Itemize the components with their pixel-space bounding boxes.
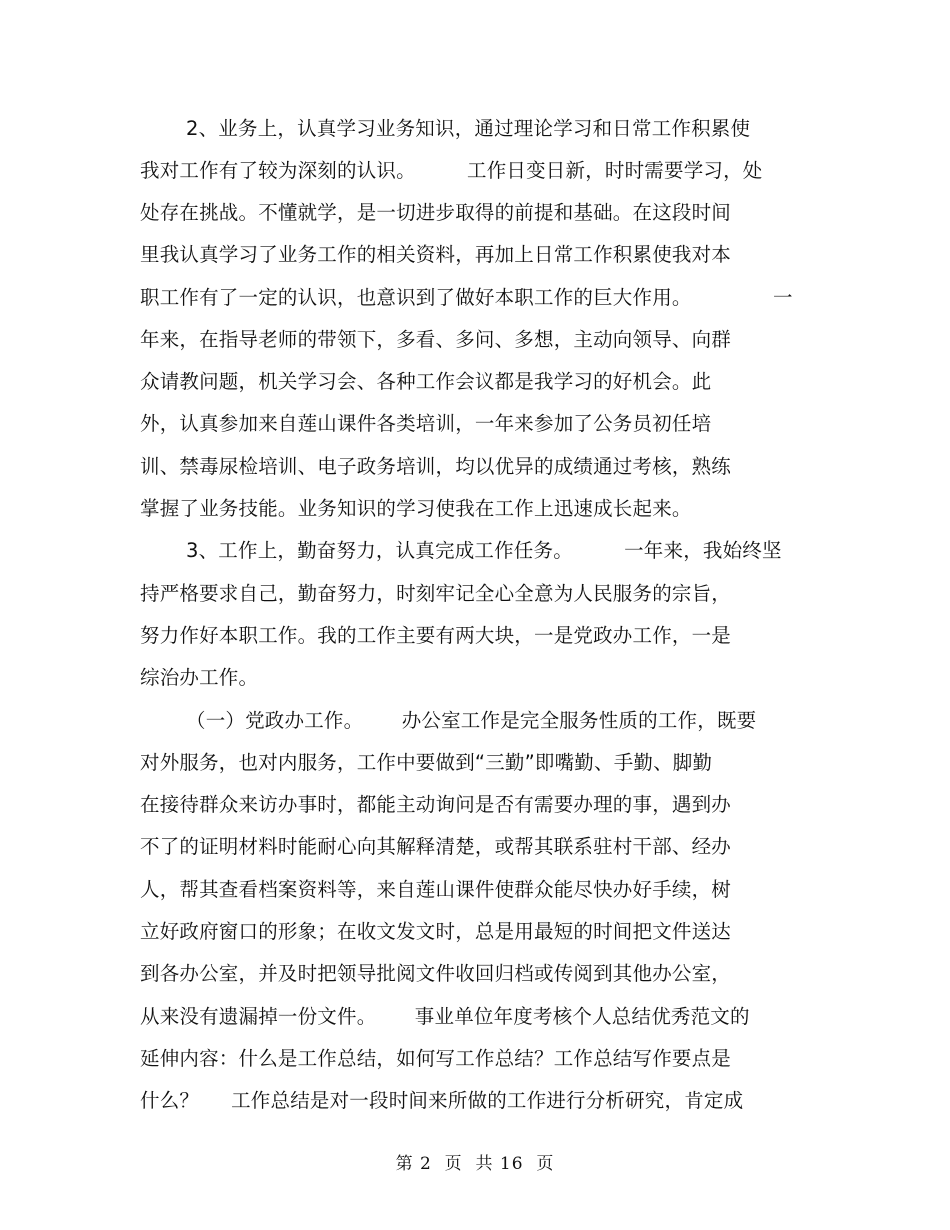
text-line-5: 职工作有了一定的认识，也意识到了做好本职工作的巨大作用。 [140,286,692,309]
text-line-9: 训、禁毒尿检培训、电子政务培训，均以优异的成绩通过考核，熟练 [140,455,732,478]
text-line-10: 掌握了业务技能。业务知识的学习使我在工作上迅速成长起来。 [140,497,692,520]
text-line-22: 从来没有遗漏掉一份文件。 事业单位年度考核个人总结优秀范文的 [140,1005,750,1028]
text-line-1: 2、业务上，认真学习业务知识，通过理论学习和日常工作积累使 [186,117,751,140]
text-line-6: 年来，在指导老师的带领下，多看、多问、多想，主动向领导、向群 [140,328,732,351]
text-line-20: 立好政府窗口的形象；在收文发文时，总是用最短的时间把文件送达 [140,920,732,943]
text-line-12: 持严格要求自己，勤奋努力，时刻牢记全心全意为人民服务的宗旨， [140,582,732,605]
text-line-18: 不了的证明材料时能耐心向其解释清楚，或帮其联系驻村干部、经办 [140,835,732,858]
text-line-3: 处存在挑战。不懂就学，是一切进步取得的前提和基础。在这段时间 [140,201,732,224]
text-line-5-tail: 一 [773,286,793,309]
text-line-21: 到各办公室，并及时把领导批阅文件收回归档或传阅到其他办公室， [140,962,732,985]
page-number-footer: 第 2 页 共 16 页 [395,1154,555,1174]
text-line-17: 在接待群众来访办事时，都能主动询问是否有需要办理的事，遇到办 [140,793,732,816]
text-line-8: 外，认真参加来自莲山课件各类培训，一年来参加了公务员初任培 [140,412,712,435]
text-line-24: 什么？ 工作总结是对一段时间来所做的工作进行分析研究，肯定成 [140,1089,744,1112]
text-line-14: 综治办工作。 [140,666,259,689]
text-line-15: （一）党政办工作。 办公室工作是完全服务性质的工作，既要 [186,709,757,732]
text-line-19: 人，帮其查看档案资料等，来自莲山课件使群众能尽快办好手续，树 [140,878,732,901]
text-line-23: 延伸内容：什么是工作总结，如何写工作总结？工作总结写作要点是 [140,1047,732,1070]
text-line-7: 众请教问题，机关学习会、各种工作会议都是我学习的好机会。此 [140,370,712,393]
text-line-4: 里我认真学习了业务工作的相关资料，再加上日常工作积累使我对本 [140,243,732,266]
text-line-13: 努力作好本职工作。我的工作主要有两大块，一是党政办工作，一是 [140,624,732,647]
text-line-16: 对外服务，也对内服务，工作中要做到“三勤”即嘴勤、手勤、脚勤 [140,751,713,774]
text-line-2: 我对工作有了较为深刻的认识。 工作日变日新，时时需要学习，处 [140,159,763,182]
text-line-11: 3、工作上，勤奋努力，认真完成工作任务。 一年来，我始终坚 [186,539,782,562]
